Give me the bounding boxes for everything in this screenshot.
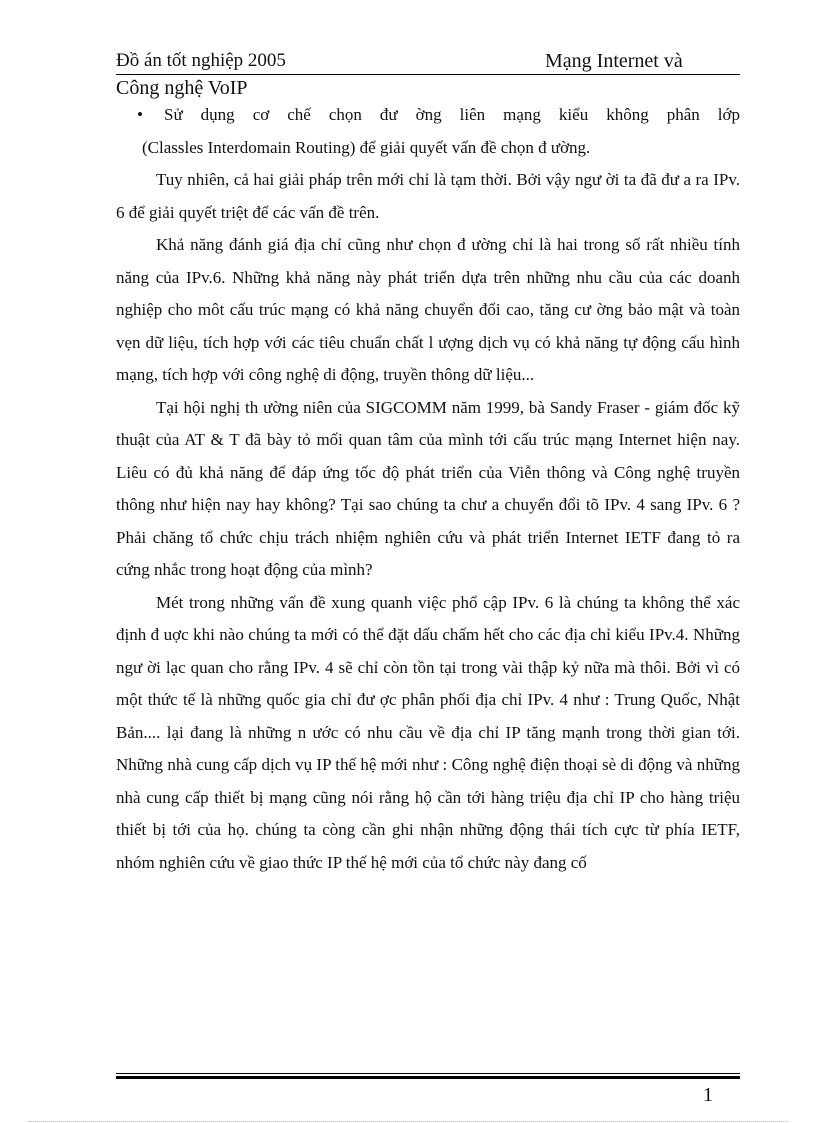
document-body: [116, 99, 740, 879]
page-number: 1: [703, 1084, 713, 1106]
footer-rule-thin: [116, 1073, 740, 1074]
paragraph: Khả năng đánh giá địa chỉ cũng như chọn đ ường chỉ là hai trong số rất nhiều tính năng của IPv.6. Những khả năng này phát triển dựa trên những nhu cầu của các doanh nghiệp cho môt cấu trúc mạng có khả năng chuyển đổi cao, tăng cư ờng bảo mật và toàn vẹn dữ liệu, tích hợp với các tiêu chuẩn chất l ượng dịch vụ có khả năng tự động cấu hình mạng, tích hợp với công nghệ di động, truyền thông dữ liệu...: [116, 235, 740, 384]
paragraph: Mét trong những vấn đề xung quanh việc phổ cập IPv. 6 là chúng ta không thể xác định đ uợc khi nào chúng ta mới có thể đặt dấu chấm hết cho các địa chỉ kiểu IPv.4. Những ngư ời lạc quan cho rằng IPv. 4 sẽ chỉ còn tồn tại trong vài thập kỷ nữa mà thôi. Bởi vì có một thức tế là những quốc gia chỉ đư ợc phân phối địa chỉ IPv. 4 như : Trung Quốc, Nhật Bản.... lại đang là những n ước có nhu cầu về địa chỉ IP tăng mạnh trong thời gian tới. Những nhà cung cấp dịch vụ IP thế hệ mới như : Công nghệ điện thoại sè di động và những nhà cung cấp thiết bị mạng cũng nói rằng hộ cần tới hàng triệu địa chỉ IP cho hàng triệu thiết bị tới của họ. chúng ta còng cần ghi nhận những động thái tích cực từ phía IETF, nhóm nghiên cứu về giao thức IP thế hệ mới của tổ chức này đang cố: [116, 592, 740, 872]
header-continuation: Công nghệ VoIP: [116, 77, 248, 99]
bullet-icon: •: [137, 105, 143, 124]
paragraph: Tại hội nghị th ường niên của SIGCOMM năm 1999, bà Sandy Fraser - giám đốc kỹ thuật của AT & T đã bày tỏ mối quan tâm của mình tới cấu trúc mạng Internet hiện nay. Liêu có đủ khả năng để đáp ứng tốc độ phát triển của Viễn thông và Công nghệ truyền thông như hiện nay hay không? Tại sao chúng ta chư a chuyển đổi tõ IPv. 4 sang IPv. 6 ? Phải chăng tổ chức chịu trách nhiệm nghiên cứu và phát triển Internet IETF đang tỏ ra cứng nhắc trong hoạt động của mình?: [116, 397, 740, 579]
bullet-line-2: (Classles Interdomain Routing) để giải quyết vấn đề chọn đ ường.: [142, 137, 591, 157]
header-left-title: Đồ án tốt nghiệp 2005: [116, 50, 286, 71]
page-edge-divider: [28, 1121, 788, 1122]
bullet-item: [116, 99, 740, 132]
bullet-line-1: Sử dụng cơ chế chọn đư ờng liên mạng kiểu không phân lớp: [164, 105, 740, 124]
header-rule: [116, 74, 740, 75]
footer-rule-thick: [116, 1076, 740, 1079]
paragraph: Tuy nhiên, cả hai giải pháp trên mới chỉ là tạm thời. Bởi vậy ngư ời ta đã đư a ra IPv. 6 để giải quyết triệt để các vấn đề trên.: [116, 170, 740, 222]
header-right-title: Mạng Internet và: [545, 50, 683, 72]
